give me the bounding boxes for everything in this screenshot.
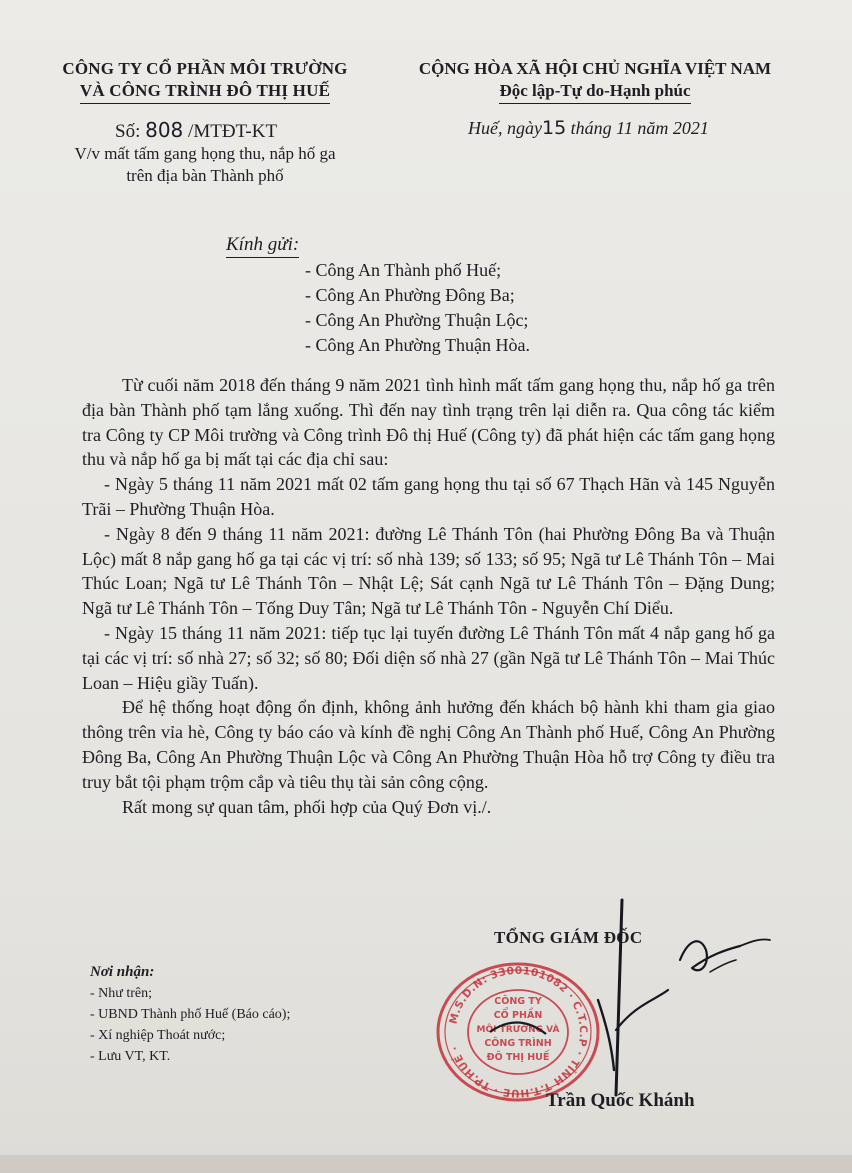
body-paragraph-closing: Rất mong sự quan tâm, phối hợp của Quý Đơn vị./.: [122, 796, 492, 817]
body-paragraph-intro: Từ cuối năm 2018 đến tháng 9 năm 2021 tình hình mất tấm gang họng thu, nắp hố ga trên địa bàn Thành phố tạm lắng xuống. Thì đến nay tình trạng trên lại diễn ra. Qua công tác kiểm tra Công ty CP Môi trường và Công trình Đô thị Huế (Công ty) đã phát hiện các tấm gang họng thu và nắp hố ga bị mất tại các địa chỉ sau:: [82, 375, 775, 470]
body-paragraph-request: Để hệ thống hoạt động ổn định, không ảnh hưởng đến khách bộ hành khi tham gia giao thông trên vỉa hè, Công ty báo cáo và kính đề nghị Công An Thành phố Huế, Công An Phường Đông Ba, Công An Phường Thuận Lộc và Công An Phường Thuận Hòa hỗ trợ Công ty điều tra truy bắt tội phạm trộm cắp và tiêu thụ tài sản công cộng.: [82, 697, 775, 792]
date-rest: tháng 11 năm 2021: [566, 118, 709, 138]
svg-text:CỔ PHẦN: CỔ PHẦN: [493, 1010, 543, 1021]
distribution-list: [90, 962, 290, 1067]
nation-motto: Độc lập-Tự do-Hạnh phúc: [499, 80, 690, 104]
incident-item: - Ngày 5 tháng 11 năm 2021 mất 02 tấm gang họng thu tại số 67 Thạch Hãn và 145 Nguyễn Trãi – Phường Thuận Hòa.: [82, 474, 775, 519]
svg-text:MÔI TRƯỜNG VÀ: MÔI TRƯỜNG VÀ: [476, 1025, 560, 1035]
salutation: Kính gửi:: [226, 234, 299, 258]
nation-title: CỘNG HÒA XÃ HỘI CHỦ NGHĨA VIỆT NAM: [418, 59, 772, 78]
date-day: 15: [541, 117, 567, 139]
svg-text:ĐÔ THỊ HUẾ: ĐÔ THỊ HUẾ: [486, 1052, 550, 1063]
handwritten-signature: [560, 880, 780, 1110]
svg-text:CÔNG TY: CÔNG TY: [494, 996, 542, 1007]
distribution-item: - Lưu VT, KT.: [90, 1049, 171, 1064]
org-name-line2: VÀ CÔNG TRÌNH ĐÔ THỊ HUẾ: [80, 80, 330, 104]
svg-text:M.S.D.N: 3300101082 · C.T.C.P: M.S.D.N: 3300101082 · C.T.C.P · TỈNH T.T.HUẾ · TP.HUẾ ·: [447, 964, 590, 1100]
recipient-item: - Công An Phường Thuận Hòa.: [305, 335, 530, 355]
signer-title: TỔNG GIÁM ĐỐC: [494, 928, 643, 947]
subject-line1: V/v mất tấm gang họng thu, nắp hố ga: [74, 144, 336, 163]
document-date: [468, 117, 709, 139]
doc-number-value: 808: [145, 118, 184, 142]
distribution-item: - Xí nghiệp Thoát nước;: [90, 1028, 226, 1043]
doc-number-suffix: /MTĐT-KT: [183, 121, 278, 142]
national-header: [400, 58, 790, 104]
date-prefix: Huế, ngày: [468, 118, 542, 138]
recipient-item: - Công An Phường Thuận Lộc;: [305, 310, 529, 330]
recipient-item: - Công An Thành phố Huế;: [305, 260, 502, 280]
incident-item: - Ngày 8 đến 9 tháng 11 năm 2021: đường Lê Thánh Tôn (hai Phường Đông Ba và Thuận Lộc) mất 8 nắp gang hố ga tại các vị trí: số nhà 139; số 133; số 95; Ngã tư Lê Thánh Tôn – Mai Thúc Loan; Ngã tư Lê Thánh Tôn – Nhật Lệ; Sát cạnh Ngã tư Lê Thánh Tôn – Đặng Dung; Ngã tư Lê Thánh Tôn – Tống Duy Tân; Ngã tư Lê Thánh Tôn - Nguyễn Chí Diểu.: [82, 523, 775, 619]
doc-number-prefix: Số:: [115, 121, 146, 142]
subject-line2: trên địa bàn Thành phố: [126, 166, 284, 185]
svg-text:CÔNG TRÌNH: CÔNG TRÌNH: [484, 1038, 552, 1049]
document-subject: [40, 143, 370, 187]
recipient-list: [305, 258, 530, 358]
org-name-line1: CÔNG TY CỔ PHẦN MÔI TRƯỜNG: [62, 59, 348, 78]
recipient-item: - Công An Phường Đông Ba;: [305, 285, 515, 305]
distribution-item: - UBND Thành phố Huế (Báo cáo);: [90, 1007, 291, 1022]
document-number: [115, 118, 277, 143]
incident-item: - Ngày 15 tháng 11 năm 2021: tiếp tục lại tuyến đường Lê Thánh Tôn mất 4 nắp gang hố ga tại các vị trí: số nhà 27; số 32; số 80; Đối diện số nhà 27 (gần Ngã tư Lê Thánh Tôn – Mai Thúc Loan – Hiệu giầy Tuấn).: [82, 622, 775, 693]
letter-body: [82, 373, 775, 819]
distribution-item: - Như trên;: [90, 986, 153, 1001]
distribution-title: Nơi nhận:: [90, 964, 155, 980]
organization-header: [40, 58, 370, 104]
signer-name: Trần Quốc Khánh: [546, 1090, 695, 1111]
